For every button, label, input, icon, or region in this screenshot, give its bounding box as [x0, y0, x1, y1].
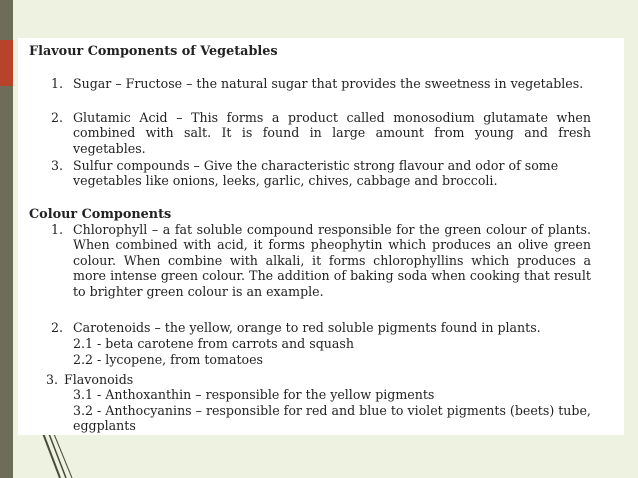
sub-item: 3.1 - Anthoxanthin – responsible for the yellow pigments	[73, 387, 435, 402]
sub-item: 2.2 - lycopene, from tomatoes	[73, 352, 264, 367]
slide-accent-tab	[0, 40, 13, 86]
sub-item: 2.1 - beta carotene from carrots and squash	[73, 336, 354, 351]
flavour-heading: Flavour Components of Vegetables	[29, 44, 278, 59]
sub-item: 3.2 - Anthocyanins – responsible for red and blue to violet pigments (beets) tube, eggplants	[73, 403, 591, 434]
colour-heading: Colour Components	[29, 207, 172, 222]
content-panel: Flavour Components of Vegetables 1. Sugar – Fructose – the natural sugar that provides the sweetness in vegetables. 2. Glutamic Acid – This forms a product called monosodium glutamate when combined with salt. It is found in large amount from young and fresh vegetables. 3. Sulfur compounds – Give the characteristic strong flavour and odor of some vegetables like onions, leeks, garlic, chives, cabbage and broccoli. Colour Components 1. Chlorophyll – a fat soluble compound responsible for the green colour of plants. When combined with acid, it forms pheophytin which produces an olive green colour. When combine with alkali, it forms chlorophyllins which produces a more intense green colour. The addition of baking soda when cooking that result to brighter green colour is an example. 2. Carotenoids – the yellow, orange to red soluble pigments found in plants. 2.1 - beta carotene from carrots and squash 2.2 - lycopene, from tomatoes 3. Flavonoids 3.1 - Anthoxanthin – responsible for the yellow pigments 3.2 - Anthocyanins – responsible for red and blue to violet pigments (beets) tube, eggplants	[18, 38, 624, 435]
